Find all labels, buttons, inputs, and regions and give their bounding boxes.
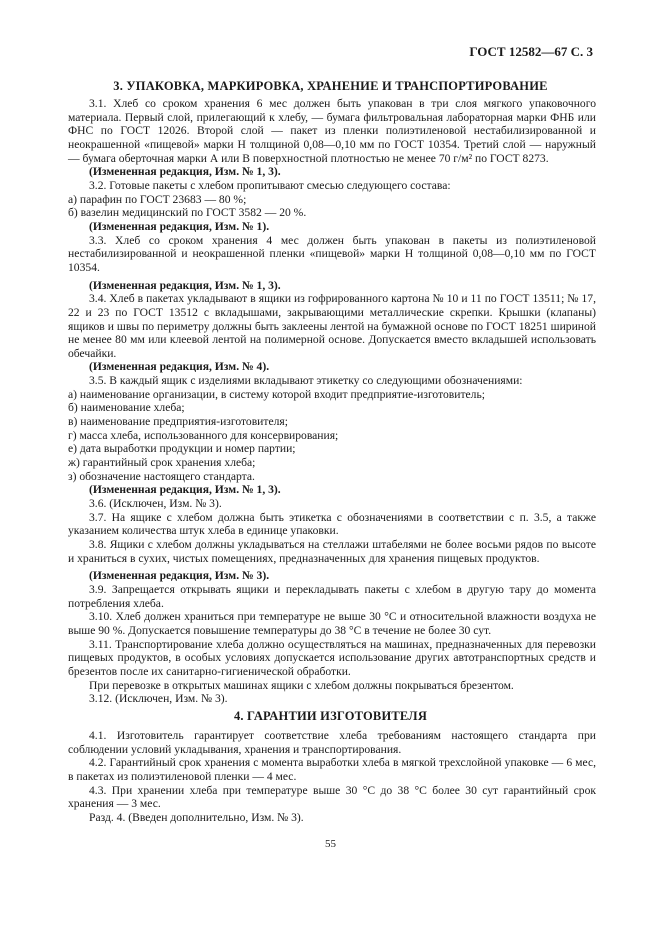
paragraph: 3.3. Хлеб со сроком хранения 4 мес должен быть упакован в пакеты из полиэтиленовой нестабилизированной и неокрашенной пленки «пищевой» марки Н толщиной 0,08—0,10 мм по ГОСТ 10354. xyxy=(68,233,596,274)
paragraph: (Измененная редакция, Изм. № 1, 3). xyxy=(89,165,281,179)
paragraph: 3.2. Готовые пакеты с хлебом пропитывают смесью следующего состава: xyxy=(89,178,451,192)
paragraph: 3.11. Транспортирование хлеба должно осуществляться на машинах, предназначенных для перевозки пищевых продуктов, в особых условиях допускается использование других автотранспортных средств и брезентов после их санитарно-гигиенической обработки. xyxy=(68,637,596,678)
paragraph: г) масса хлеба, использованного для консервирования; xyxy=(68,428,339,442)
paragraph: Разд. 4. (Введен дополнительно, Изм. № 3). xyxy=(89,810,304,824)
paragraph: 3.5. В каждый ящик с изделиями вкладывают этикетку со следующими обозначениями: xyxy=(89,374,523,388)
paragraph: а) наименование организации, в систему которой входит предприятие-изготовитель; xyxy=(68,387,485,401)
paragraph: ж) гарантийный срок хранения хлеба; xyxy=(68,456,256,470)
paragraph: е) дата выработки продукции и номер партии; xyxy=(68,442,296,456)
paragraph: 3.4. Хлеб в пакетах укладывают в ящики из гофрированного картона № 10 и 11 по ГОСТ 13511; № 17, 22 и 23 по ГОСТ 13512 с вкладышами, закрывающими металлические скрепки. Крышки (клапаны) ящиков и швы по периметру должны быть заклеены лентой на бумажной основе по ГОСТ 18251 шириной не менее 80 мм или клеевой лентой на полимерной основе. Допускается вместо вкладышей использовать обечайки. xyxy=(68,292,596,360)
section-3-body xyxy=(68,97,596,706)
paragraph: в) наименование предприятия-изготовителя; xyxy=(68,415,288,429)
section-4-body xyxy=(68,729,596,825)
paragraph: (Измененная редакция, Изм. № 1, 3). xyxy=(89,278,281,292)
paragraph: 3.1. Хлеб со сроком хранения 6 мес должен быть упакован в три слоя мягкого упаковочного материала. Первый слой, прилегающий к хлебу, — бумага фильтровальная лабораторная марки ФНБ или ФНС по ГОСТ 12026. Второй слой — пакет из пленки полиэтиленовой нестабилизированной и неокрашенной «пищевой» марки Н толщиной 0,08—0,10 мм по ГОСТ 10354. Третий слой — наружный — бумага оберточная марки А или В поверхностной плотностью не менее 70 г/м² по ГОСТ 8273. xyxy=(68,97,596,165)
paragraph: 4.1. Изготовитель гарантирует соответствие хлеба требованиям настоящего стандарта при соблюдении условий укладывания, хранения и транспортирования. xyxy=(68,729,596,756)
paragraph: 3.6. (Исключен, Изм. № 3). xyxy=(89,497,222,511)
paragraph: з) обозначение настоящего стандарта. xyxy=(68,469,255,483)
paragraph: 4.3. При хранении хлеба при температуре выше 30 °С до 38 °С более 30 сут гарантийный срок хранения — 3 мес. xyxy=(68,783,596,811)
paragraph: (Измененная редакция, Изм. № 1). xyxy=(89,219,270,233)
paragraph: б) наименование хлеба; xyxy=(68,401,185,415)
paragraph: При перевозке в открытых машинах ящики с хлебом должны покрываться брезентом. xyxy=(89,678,514,692)
paragraph: 3.7. На ящике с хлебом должна быть этикетка с обозначениями в соответствии с п. 3.5, а также указанием количества штук хлеба в единице упаковки. xyxy=(68,510,596,538)
paragraph: 3.12. (Исключен, Изм. № 3). xyxy=(89,692,228,706)
paragraph: (Измененная редакция, Изм. № 3). xyxy=(89,569,270,583)
paragraph: 3.8. Ящики с хлебом должны укладываться на стеллажи штабелями не более восьми рядов по высоте и храниться в сухих, чистых помещениях, предназначенных для хранения пищевых продуктов. xyxy=(68,538,596,565)
paragraph: а) парафин по ГОСТ 23683 — 80 %; xyxy=(68,192,247,206)
paragraph: 4.2. Гарантийный срок хранения с момента выработки хлеба в мягкой трехслойной упаковке — 6 мес, в пакетах из полиэтиленовой пленки — 4 мес. xyxy=(68,756,596,783)
document-header: ГОСТ 12582—67 С. 3 xyxy=(469,44,593,59)
paragraph: (Измененная редакция, Изм. № 1, 3). xyxy=(89,483,281,497)
section-3-title: 3. УПАКОВКА, МАРКИРОВКА, ХРАНЕНИЕ И ТРАНСПОРТИРОВАНИЕ xyxy=(113,79,548,93)
paragraph: б) вазелин медицинский по ГОСТ 3582 — 20 %. xyxy=(68,206,307,220)
section-4-title: 4. ГАРАНТИИ ИЗГОТОВИТЕЛЯ xyxy=(233,709,428,723)
paragraph: 3.9. Запрещается открывать ящики и перекладывать пакеты с хлебом в другую тару до момента потребления хлеба. xyxy=(68,582,596,610)
paragraph: (Измененная редакция, Изм. № 4). xyxy=(89,360,270,374)
page-number: 55 xyxy=(325,838,336,850)
paragraph: 3.10. Хлеб должен храниться при температуре не выше 30 °С и относительной влажности воздуха не выше 90 %. Допускается повышение температуры до 38 °С в течение не более 30 сут. xyxy=(68,610,596,637)
